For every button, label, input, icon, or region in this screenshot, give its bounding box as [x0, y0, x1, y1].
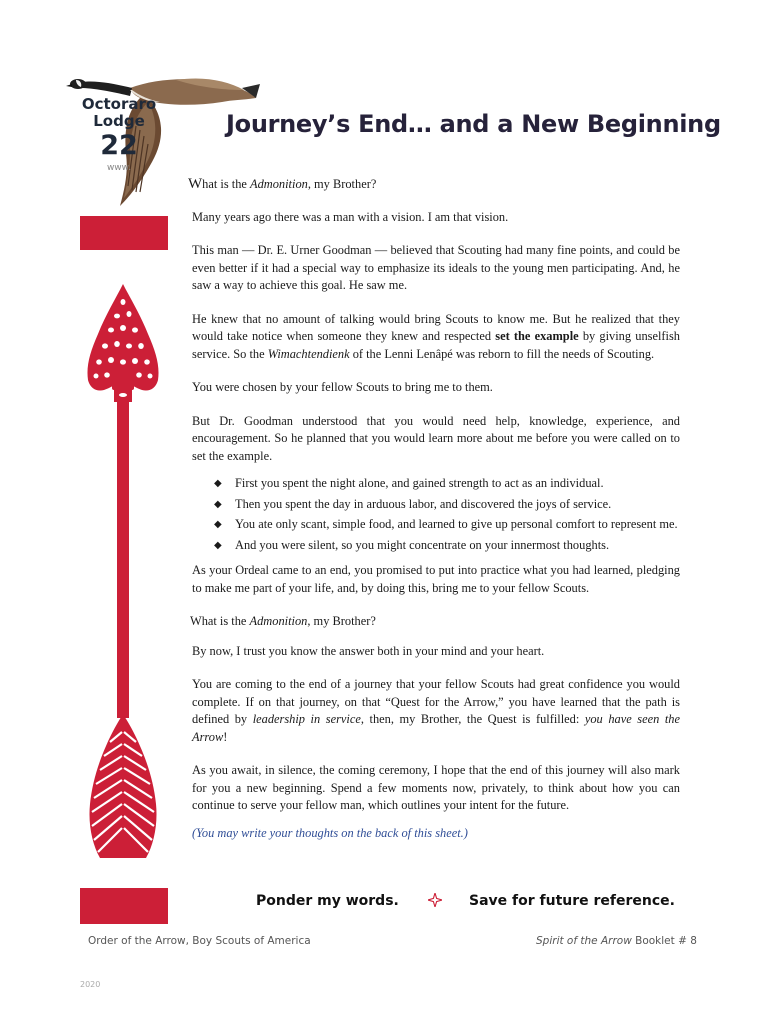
list-item-text: Then you spent the day in arduous labor, and discovered the joys of service.: [235, 496, 612, 511]
paragraph-6: As your Ordeal came to an end, you promised to put into practice what you had learned, pledging to make me part of your life, and, by doing this, bring me to your fellow Scouts.: [192, 563, 680, 595]
list-item-text: You ate only scant, simple food, and learned to give up personal comfort to represent me.: [235, 517, 678, 531]
paragraph-9: As you await, in silence, the coming ceremony, I hope that the end of this journey will also mark for you a new beginning. Spend a few moments now, privately, to think about how you can continue to serve your fellow man, which outlines your intent for the future.: [192, 763, 680, 812]
drop-cap: W: [188, 176, 203, 192]
question-text-end: , my Brother?: [307, 177, 377, 191]
organization-footer: Order of the Arrow, Boy Scouts of America: [88, 935, 311, 947]
paragraph-3-part-b: by giving unselfish service. So the: [192, 329, 680, 361]
question-2-text-end: , my Brother?: [307, 614, 376, 628]
bottom-red-bar: [80, 888, 168, 924]
list-item: [192, 537, 680, 555]
paragraph-8: [192, 676, 680, 746]
ponder-tagline: Ponder my words.: [256, 893, 399, 909]
paragraph-3-strong: set the example: [495, 329, 579, 343]
paragraph-3: [192, 311, 680, 364]
list-item-text: First you spent the night alone, and gained strength to act as an individual.: [235, 476, 604, 490]
top-red-bar: [80, 216, 168, 250]
booklet-footer: [536, 935, 697, 947]
year-stamp: 2020: [80, 980, 101, 989]
diamond-bullet-icon: ◆: [214, 478, 222, 489]
booklet-number: Booklet # 8: [631, 935, 697, 947]
booklet-series-title: Spirit of the Arrow: [536, 935, 632, 947]
paragraph-3-part-c: of the Lenni Lenâpé was reborn to fill the needs of Scouting.: [349, 346, 655, 361]
write-thoughts-note: (You may write your thoughts on the back of this sheet.): [192, 825, 468, 840]
four-point-star-icon: [428, 893, 442, 907]
paragraph-8-part-b: , then, my Brother, the Quest is fulfilled:: [360, 712, 585, 726]
list-item-text: And you were silent, so you might concentrate on your innermost thoughts.: [235, 537, 610, 552]
body-text: [188, 176, 680, 858]
question-heading-2: [190, 613, 680, 631]
paragraph-1: Many years ago there was a man with a vision. I am that vision.: [192, 209, 509, 224]
paragraph-3-part-a: He knew that no amount of talking would bring Scouts to know me. But he realized that they would take notice when someone they knew and respected: [192, 311, 680, 343]
paragraph-5: But Dr. Goodman understood that you would need help, knowledge, experience, and encouragement. So he planned that you would learn more about me before you were called on to set the example.: [192, 413, 680, 463]
page-title: Journey’s End… and a New Beginning: [226, 110, 721, 138]
list-item: [192, 475, 680, 493]
question-2-emphasis: Admonition: [249, 614, 308, 628]
question-emphasis: Admonition: [250, 177, 308, 191]
question-heading-1: [188, 176, 680, 194]
paragraph-8-emphasis-2: you have seen the Arrow: [192, 712, 680, 744]
lodge-number: 22: [100, 130, 138, 161]
question-2-text: What is the: [190, 614, 250, 628]
paragraph-7: By now, I trust you know the answer both in your mind and your heart.: [192, 643, 545, 658]
lodge-www: www.: [106, 163, 132, 173]
diamond-bullet-icon: ◆: [214, 519, 222, 530]
list-item: [192, 496, 680, 514]
diamond-bullet-icon: ◆: [214, 539, 222, 551]
ordeal-list: [192, 475, 680, 554]
list-item: [192, 516, 680, 534]
paragraph-8-part-a: You are coming to the end of a journey that your fellow Scouts had great confidence you would complete. If on that journey, on that “Quest for the Arrow,” you have learned that the path is defined by: [192, 677, 680, 726]
arrow-illustration: [78, 284, 168, 858]
question-text: hat is the: [202, 177, 251, 191]
paragraph-2: This man — Dr. E. Urner Goodman — believed that Scouting had many fine points, and could be even better if it had a special way to emphasize its ideals to the young men participating. And, he saw a way to achieve this goal. He saw me.: [192, 243, 680, 292]
paragraph-8-part-c: !: [223, 729, 228, 744]
paragraph-3-emphasis: Wimachtendienk: [267, 346, 350, 361]
save-tagline: Save for future reference.: [469, 893, 675, 909]
lodge-name-line2: Lodge: [93, 112, 145, 130]
paragraph-4: You were chosen by your fellow Scouts to bring me to them.: [192, 380, 493, 394]
paragraph-8-emphasis-1: leadership in service: [252, 712, 361, 726]
diamond-bullet-icon: ◆: [214, 498, 222, 510]
lodge-badge: [60, 96, 178, 173]
lodge-name-line1: Octoraro: [81, 95, 157, 113]
